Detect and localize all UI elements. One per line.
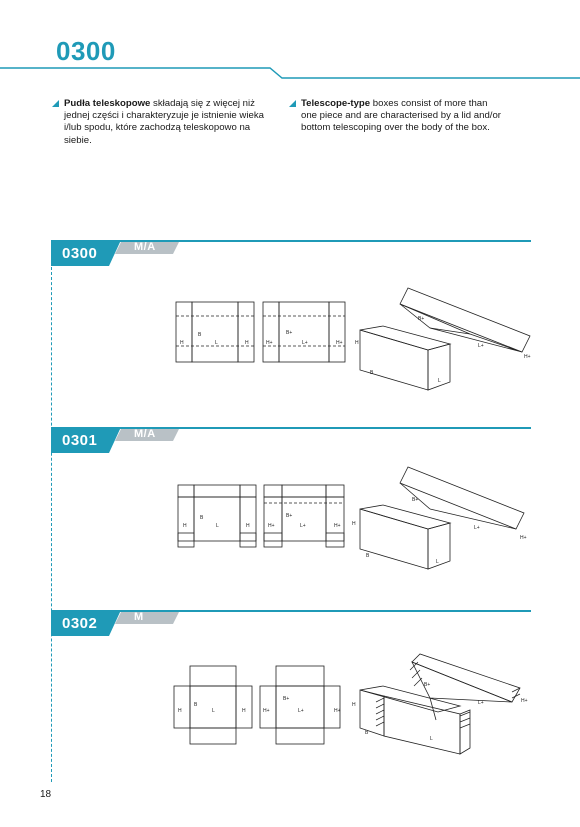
label-l: L — [436, 559, 439, 565]
label-b: B — [365, 730, 369, 736]
section-0300 — [0, 240, 580, 420]
label-l-plus: L+ — [474, 525, 480, 531]
label-h: H — [246, 523, 250, 529]
intro-polish-text: składają się z więcej niż jednej części i charakteryzuje je istnienie wieka i/lub spodu, które zachodzą teleskopowo na siebie. — [64, 98, 264, 146]
label-b: B — [200, 515, 204, 521]
intro-polish-bold: Pudła teleskopowe — [64, 98, 151, 109]
label-h-plus: H+ — [524, 354, 531, 360]
label-l-plus: L+ — [300, 523, 306, 529]
label-l: L — [438, 378, 441, 384]
label-b-plus: B+ — [283, 696, 290, 702]
section-badge: M/A — [134, 241, 156, 253]
label-h: H — [180, 340, 184, 346]
section-code: 0302 — [62, 615, 98, 632]
label-h: H — [183, 523, 187, 529]
section-badge: M/A — [134, 428, 156, 440]
box-diagram-0302 — [0, 610, 580, 790]
label-h: H — [352, 702, 356, 708]
label-h-plus: H+ — [266, 340, 273, 346]
label-h: H — [352, 521, 356, 527]
label-h-plus: H+ — [268, 523, 275, 529]
label-l-plus: L+ — [302, 340, 308, 346]
box-diagram-0301 — [0, 427, 580, 607]
label-b: B — [198, 332, 202, 338]
label-b-plus: B+ — [286, 330, 293, 336]
label-l: L — [430, 736, 433, 742]
label-b: B — [366, 553, 370, 559]
label-b-plus: B+ — [424, 682, 431, 688]
triangle-bullet-icon — [289, 100, 296, 107]
intro-english-text: boxes consist of more than one piece and are characterised by a lid and/or bottom telescoping over the body of the box. — [301, 98, 501, 134]
triangle-bullet-icon — [52, 100, 59, 107]
label-l: L — [215, 340, 218, 346]
label-l-plus: L+ — [298, 708, 304, 714]
label-b-plus: B+ — [286, 513, 293, 519]
label-b-plus: B+ — [412, 497, 419, 503]
intro-polish — [64, 98, 264, 147]
section-code: 0300 — [62, 245, 98, 262]
label-h: H — [242, 708, 246, 714]
label-h-plus: H+ — [336, 340, 343, 346]
label-b-plus: B+ — [418, 316, 425, 322]
label-h: H — [245, 340, 249, 346]
label-h-plus: H+ — [263, 708, 270, 714]
label-b: B — [370, 370, 374, 376]
label-h: H — [355, 340, 359, 346]
box-diagram-0300 — [0, 240, 580, 420]
page-number: 18 — [40, 789, 52, 800]
section-0301 — [0, 427, 580, 607]
label-l-plus: L+ — [478, 343, 484, 349]
label-h-plus: H+ — [520, 535, 527, 541]
section-badge: M — [134, 611, 144, 623]
label-l: L — [212, 708, 215, 714]
label-b: B — [194, 702, 198, 708]
label-l-plus: L+ — [478, 700, 484, 706]
label-h-plus: H+ — [334, 523, 341, 529]
page-title: 0300 — [56, 36, 116, 66]
intro-english-bold: Telescope-type — [301, 98, 371, 109]
label-h: H — [178, 708, 182, 714]
label-h-plus: H+ — [521, 698, 528, 704]
header-rule — [0, 58, 580, 82]
intro-english — [301, 98, 501, 135]
section-0302 — [0, 610, 580, 790]
label-l: L — [216, 523, 219, 529]
label-h-plus: H+ — [334, 708, 341, 714]
section-code: 0301 — [62, 432, 98, 449]
